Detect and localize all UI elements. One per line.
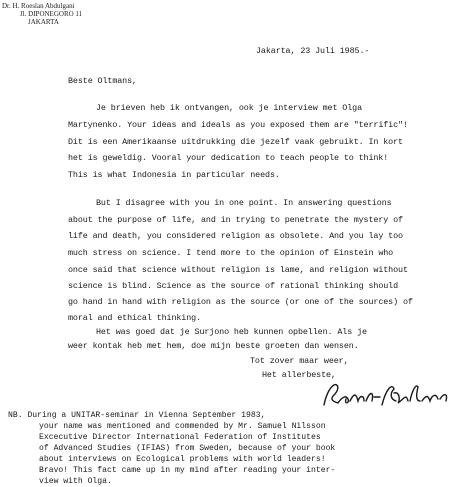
- closing-line: Het allerbeste,: [262, 370, 336, 380]
- paragraph2-line: science is blind. Science as the source of rational thinking should: [68, 281, 399, 291]
- nb-label: NB.: [8, 411, 23, 420]
- nb-line: about interviews on Ecological problems with world leaders!: [39, 455, 326, 464]
- paragraph2-line: about the purpose of life, and in trying to penetrate the mystery of: [68, 215, 403, 225]
- handwritten-signature: [320, 375, 450, 415]
- letterhead-city: JAKARTA: [28, 18, 59, 26]
- nb-section: [8, 410, 335, 487]
- salutation: Beste Oltmans,: [68, 76, 137, 86]
- nb-line: Excecutive Director International Federation of Institutes: [39, 433, 321, 442]
- nb-line: of Advanced Studies (IFIAS) from Sweden, because of your book: [39, 444, 336, 453]
- paragraph2-line: once said that science without religion is lame, and religion without: [68, 265, 408, 275]
- paragraph2-line: But I disagree with you in one point. In answering questions: [96, 198, 392, 208]
- paragraph1-line: Je brieven heb ik ontvangen, ook je interview met Olga: [96, 103, 362, 113]
- letterhead-address: Jl. DIPONEGORO 11: [20, 10, 83, 18]
- paragraph2-line: much stress on science. I tend more to the opinion of Einstein who: [68, 248, 394, 258]
- paragraph3-line: weer kontak heb met hem, doe mijn beste groeten dan wensen.: [68, 341, 359, 351]
- nb-line: your name was mentioned and commended by Mr. Samuel Nilsson: [39, 422, 326, 431]
- nb-line: Bravo! This fact came up in my mind after reading your inter-: [39, 466, 336, 475]
- closing-line: Tot zover maar weer,: [250, 356, 349, 366]
- paragraph1-line: het is geweldig. Vooral your dedication to teach people to think!: [68, 153, 389, 163]
- paragraph1-line: This is what Indonesia in particular needs.: [68, 170, 280, 180]
- paragraph3-line: Het was goed dat je Surjono heb kunnen opbellen. Als je: [96, 327, 367, 337]
- letterhead: [2, 2, 82, 26]
- nb-line: During a UNITAR-seminar in Vienna September 1983,: [27, 411, 266, 420]
- paragraph2-line: moral and ethical thinking.: [68, 313, 201, 323]
- nb-line: view with Olga.: [39, 477, 112, 486]
- paragraph1-line: Martynenko. Your ideas and ideals as you exposed them are "terrific"!: [68, 120, 408, 130]
- letter-date: Jakarta, 23 Juli 1985.-: [256, 46, 370, 56]
- letterhead-name: Dr. H. Roeslan Abdulgani: [2, 2, 75, 10]
- paragraph2-line: go hand in hand with religion as the source (or one of the sources) of: [68, 297, 413, 307]
- paragraph1-line: Dit is een Amerikaanse uitdrukking die jezelf vaak gebruikt. In kort: [68, 137, 403, 147]
- paragraph2-line: life and death, you considered religion as obsolete. And you lay too: [68, 231, 403, 241]
